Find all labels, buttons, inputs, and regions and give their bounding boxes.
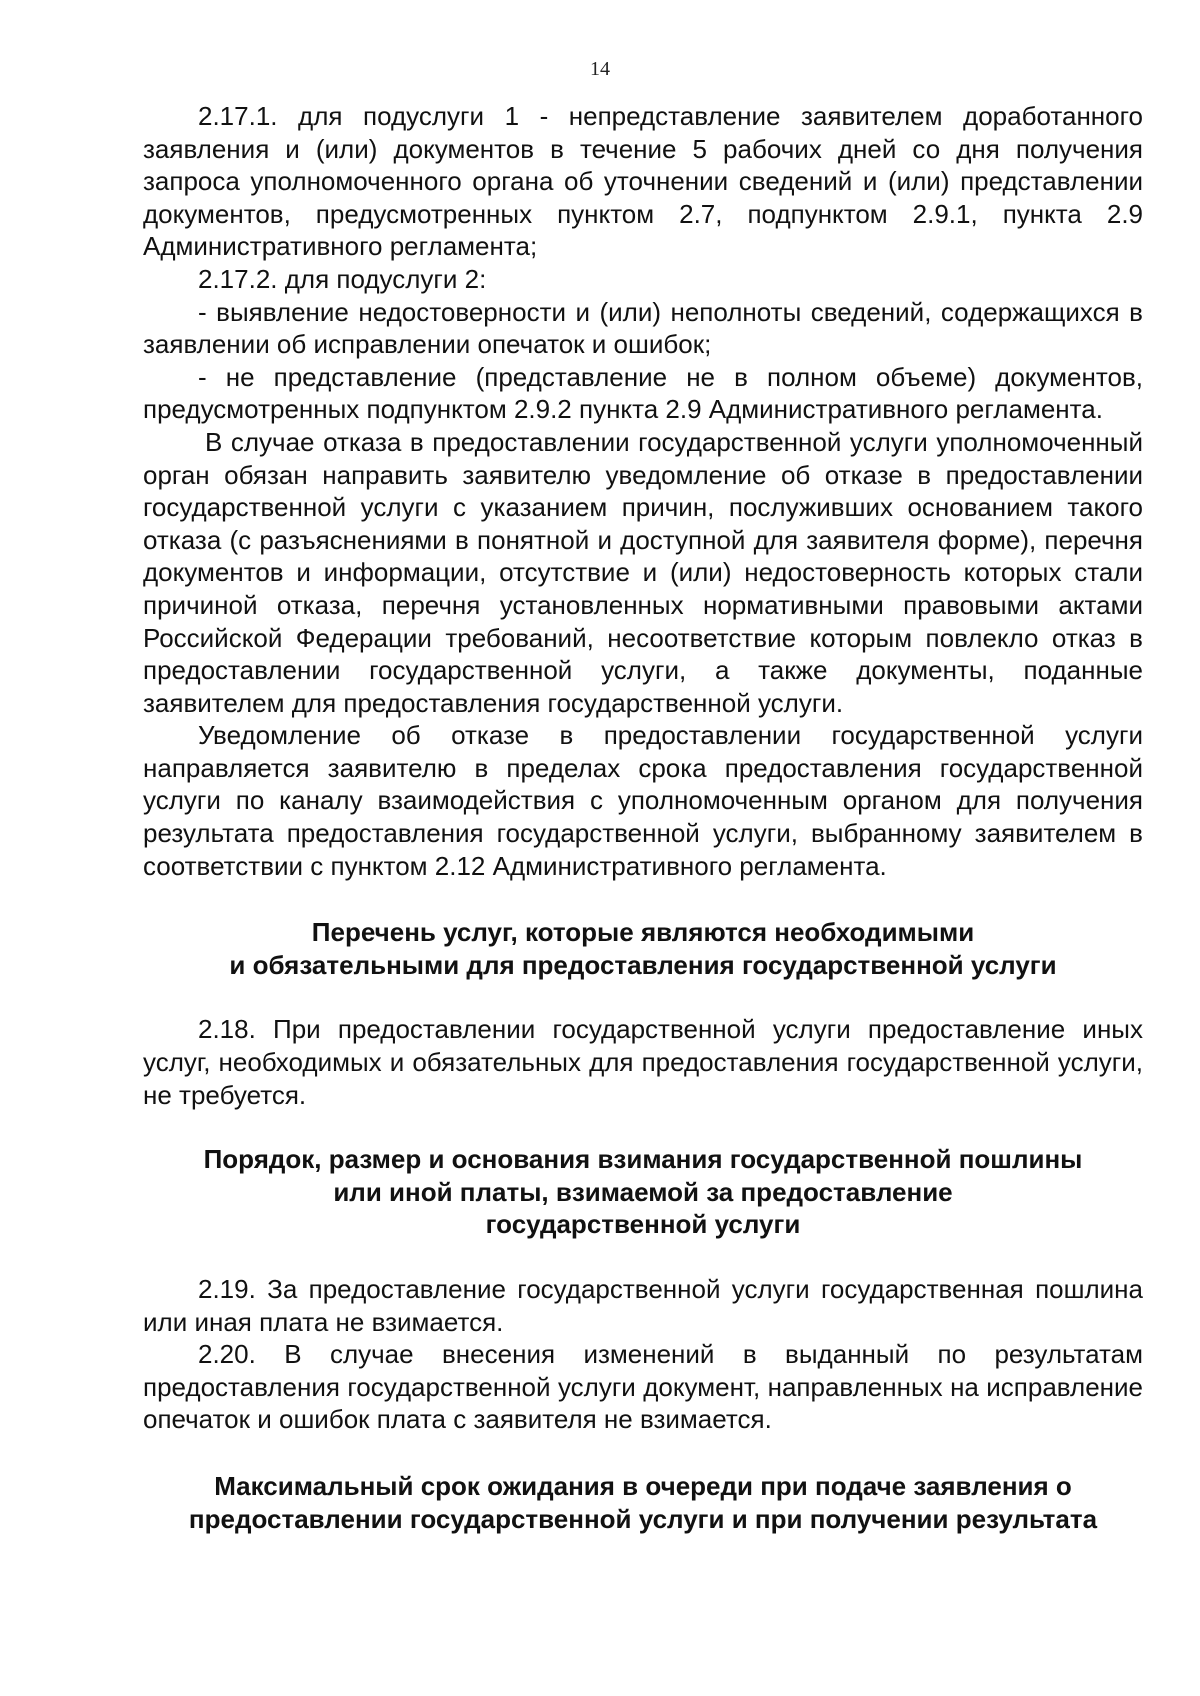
heading-line: Перечень услуг, которые являются необходимыми (311, 917, 975, 948)
paragraph-2-18: 2.18. При предоставлении государственной услуги предоставление иных услуг, необходимых и обязательных для предоставления государственной услуги, не требуется. (143, 1014, 1143, 1110)
paragraph-2-19: 2.19. За предоставление государственной услуги государственная пошлина или иная плата не взимается. (143, 1274, 1143, 1337)
paragraph-bullet-1: - выявление недостоверности и (или) неполноты сведений, содержащихся в заявлении об исправлении опечаток и ошибок; (143, 296, 1143, 360)
heading-line: Порядок, размер и основания взимания государственной пошлины (203, 1144, 1083, 1175)
paragraph-notification: Уведомление об отказе в предоставлении государственной услуги направляется заявителю в пределах срока предоставления государственной услуги по каналу взаимодействия с уполномоченным органом для получения результата предоставления государственной услуги, выбранному заявителем в соответствии с пунктом 2.12 Административного регламента. (143, 720, 1143, 881)
section-heading-waiting-time (143, 1470, 1143, 1535)
heading-line: государственной услуги (485, 1209, 801, 1240)
heading-line: и обязательными для предоставления государственной услуги (229, 949, 1057, 980)
paragraph-bullet-2: - не представление (представление не в полном объеме) документов, предусмотренных подпунктом 2.9.2 пункта 2.9 Административного регламента. (143, 361, 1143, 425)
heading-line: или иной платы, взимаемой за предоставление (333, 1176, 953, 1207)
heading-line: предоставлении государственной услуги и при получении результата (188, 1503, 1098, 1534)
paragraph-refusal: В случае отказа в предоставлении государственной услуги уполномоченный орган обязан направить заявителю уведомление об отказе в предоставлении государственной услуги с указанием причин, послуживших основанием такого отказа (с разъяснениями в понятной и доступной для заявителя форме), перечня документов и информации, отсутствие и (или) недостоверность которых стали причиной отказа, перечня установленных нормативными правовыми актами Российской Федерации требований, несоответствие которым повлекло отказ в предоставлении государственной услуги, а также документы, поданные заявителем для предоставления государственной услуги. (143, 426, 1143, 718)
heading-line: Максимальный срок ожидания в очереди при подаче заявления о (214, 1470, 1072, 1501)
section-heading-fees (143, 1143, 1143, 1241)
section-heading-services (143, 916, 1143, 981)
page-number: 14 (590, 58, 610, 80)
document-body (143, 100, 1143, 1535)
paragraph-2-17-2: 2.17.2. для подуслуги 2: (198, 263, 487, 294)
paragraph-2-20: 2.20. В случае внесения изменений в выданный по результатам предоставления государственной услуги документ, направленных на исправление опечаток и ошибок плата с заявителя не взимается. (143, 1339, 1143, 1435)
paragraph-2-17-1: 2.17.1. для подуслуги 1 - непредставление заявителем доработанного заявления и (или) документов в течение 5 рабочих дней со дня получения запроса уполномоченного органа об уточнении сведений и (или) представлении документов, предусмотренных пунктом 2.7, подпунктом 2.9.1, пункта 2.9 Административного регламента; (143, 101, 1143, 262)
